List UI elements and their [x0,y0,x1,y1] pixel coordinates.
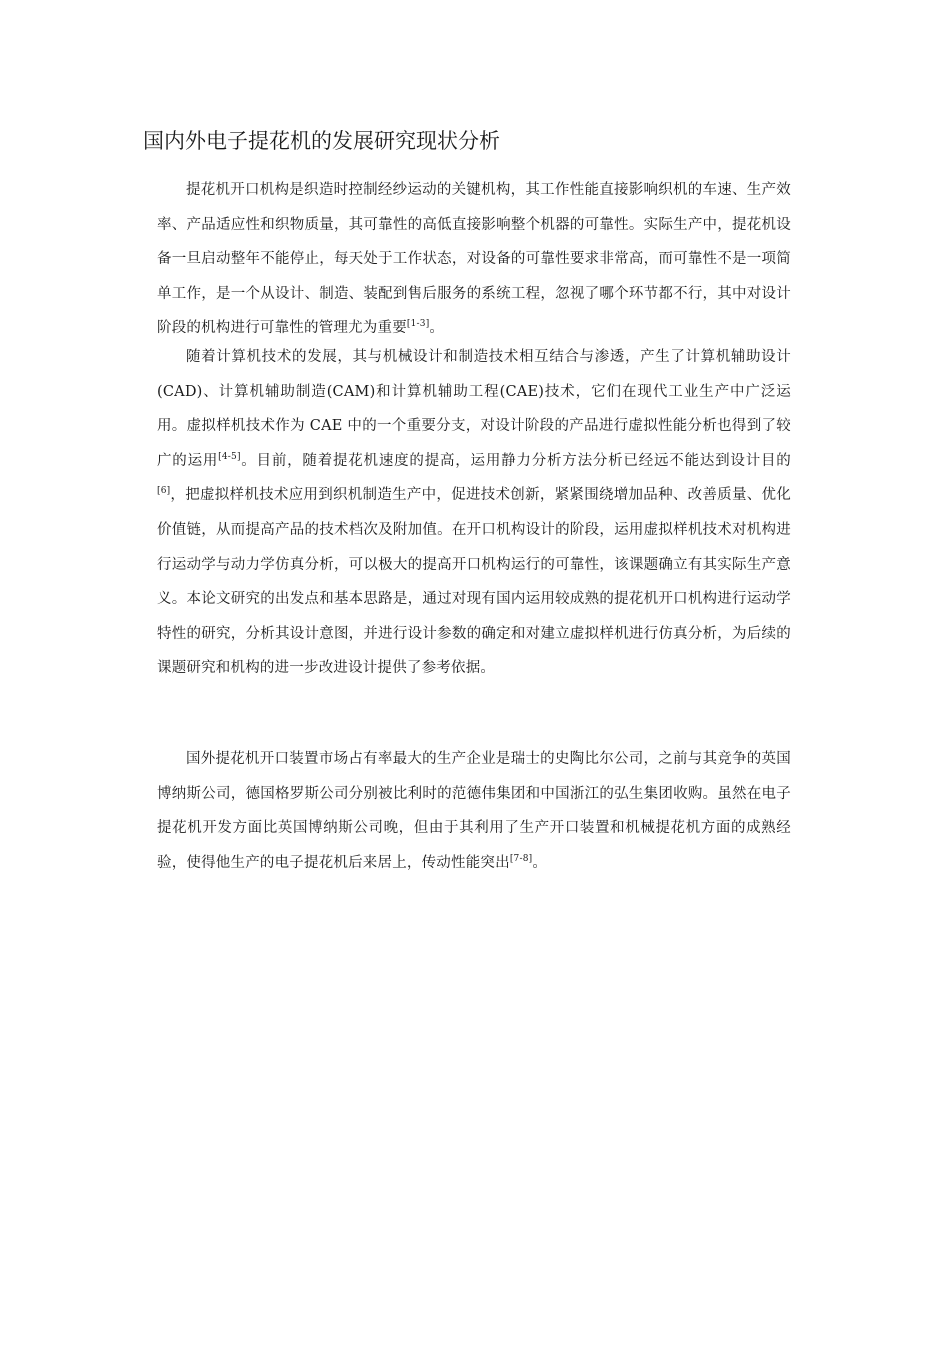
paragraph-3-text: 国外提花机开口装置市场占有率最大的生产企业是瑞士的史陶比尔公司，之前与其竞争的英国博纳斯公司，德国格罗斯公司分别被比利时的范德伟集团和中国浙江的弘生集团收购。虽然在电子提花机开发方面比英国博纳斯公司晚，但由于其利用了生产开口装置和机械提花机方面的成熟经验，使得他生产的电子提花机后来居上，传动性能突出 [157,751,791,871]
paragraph-2 [157,340,791,686]
paragraph-2-text-b: 。目前，随着提花机速度的提高，运用静力分析方法分析已经远不能达到设计目的 [240,452,791,469]
citation-7-8: [7-8] [509,853,533,864]
paragraph-2-text-a: 随着计算机技术的发展，其与机械设计和制造技术相互结合与渗透，产生了计算机辅助设计(CAD)、计算机辅助制造(CAM)和计算机辅助工程(CAE)技术，它们在现代工业生产中广泛运用。虚拟样机技术作为 CAE 中的一个重要分支，对设计阶段的产品进行虚拟性能分析也得到了较广的运用 [157,349,791,469]
citation-4-5: [4-5] [218,451,241,462]
citation-6: [6] [157,486,171,497]
document-title: 国内外电子提花机的发展研究现状分析 [143,129,500,153]
paragraph-2-text-c: ，把虚拟样机技术应用到织机制造生产中，促进技术创新，紧紧围绕增加品种、改善质量、优化价值链，从而提高产品的技术档次及附加值。在开口机构设计的阶段，运用虚拟样机技术对机构进行运动学与动力学仿真分析，可以极大的提高开口机构运行的可靠性，该课题确立有其实际生产意义。本论文研究的出发点和基本思路是，通过对现有国内运用较成熟的提花机开口机构进行运动学特性的研究，分析其设计意图，并进行设计参数的确定和对建立虚拟样机进行仿真分析，为后续的课题研究和机构的进一步改进设计提供了参考依据。 [157,487,791,677]
paragraph-3-end: 。 [532,854,548,871]
paragraph-1-text: 提花机开口机构是织造时控制经纱运动的关键机构，其工作性能直接影响织机的车速、生产效率、产品适应性和织物质量，其可靠性的高低直接影响整个机器的可靠性。实际生产中，提花机设备一旦启动整年不能停止，每天处于工作状态，对设备的可靠性要求非常高，而可靠性不是一项简单工作，是一个从设计、制造、装配到售后服务的系统工程，忽视了哪个环节都不行，其中对设计阶段的机构进行可靠性的管理尤为重要 [157,182,791,337]
paragraph-1 [157,173,791,346]
paragraph-1-end: 。 [429,320,445,337]
paragraph-3 [157,742,791,880]
citation-1-3: [1-3] [406,319,430,330]
